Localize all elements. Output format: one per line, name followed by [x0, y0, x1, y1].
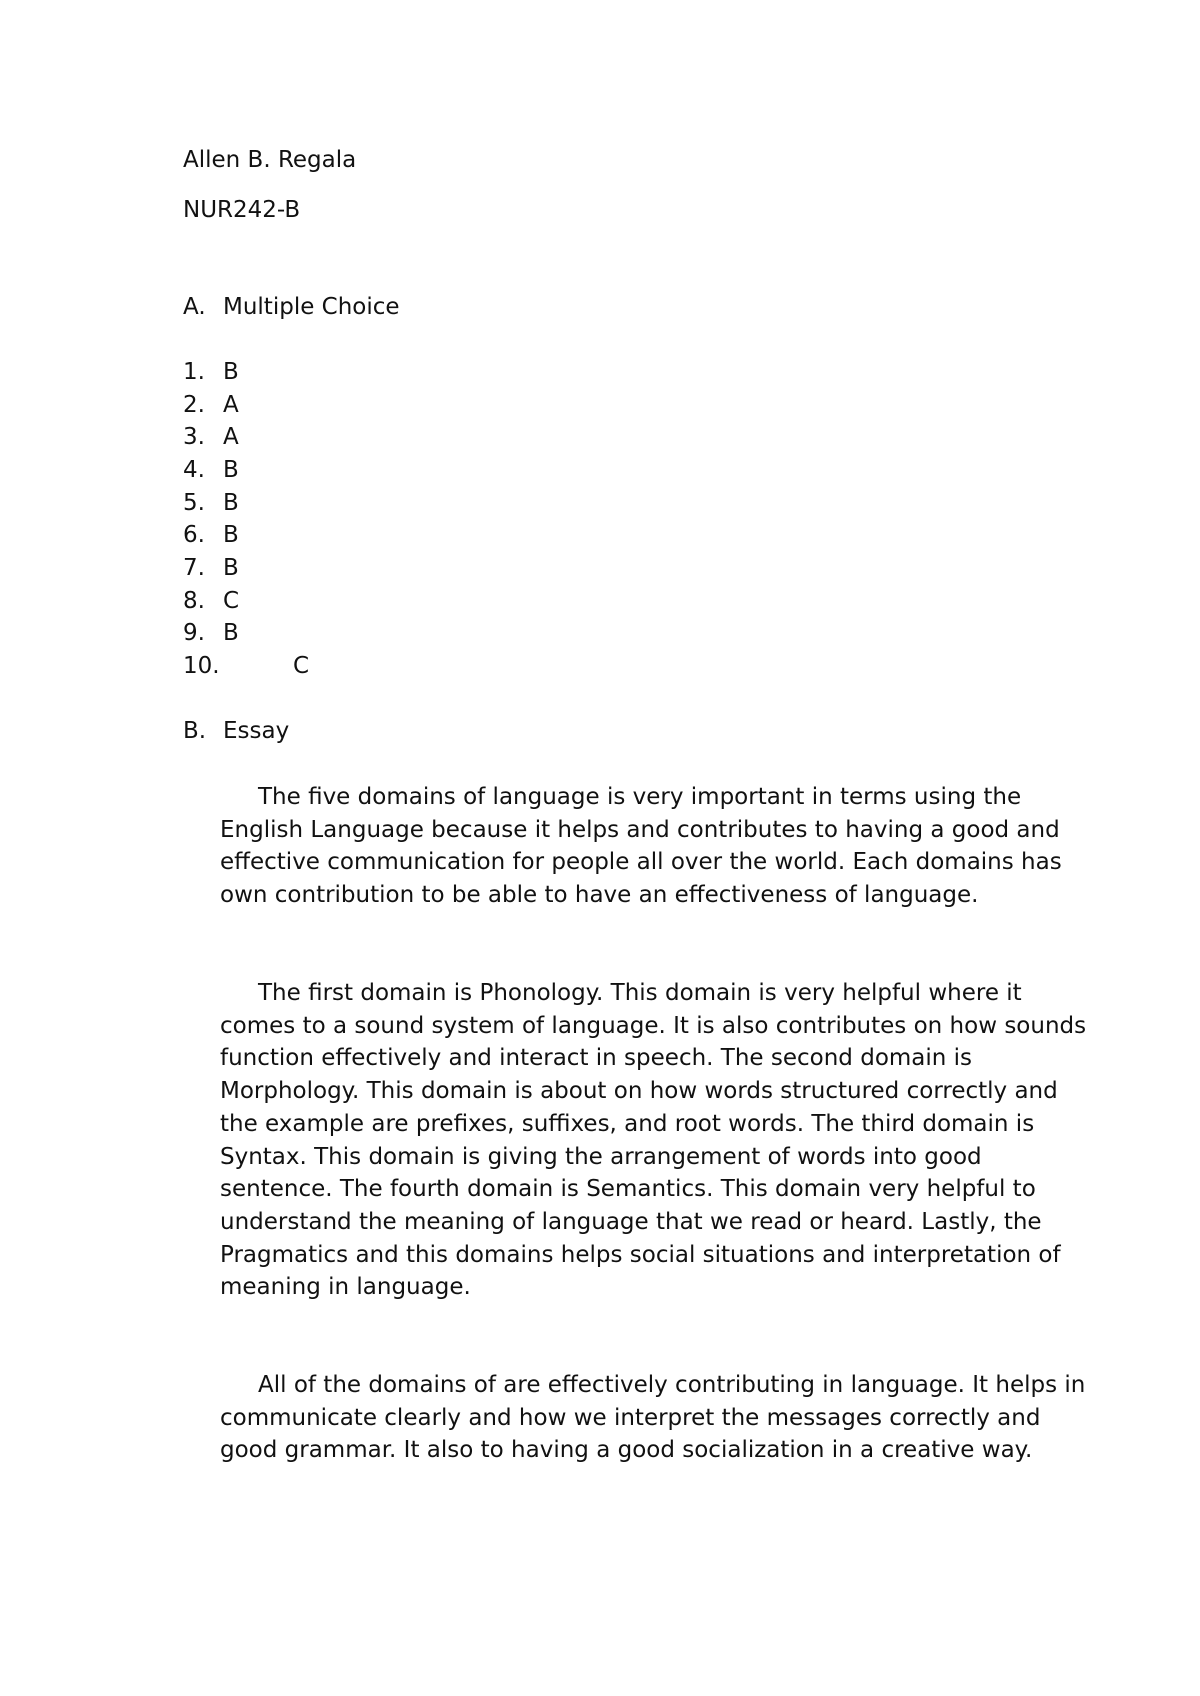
- section-a-label: A.: [183, 294, 206, 320]
- answer-item: 4. B: [183, 457, 239, 483]
- answer-item: 7. B: [183, 555, 239, 581]
- answer-item: 2. A: [183, 392, 239, 418]
- answer-item: 8. C: [183, 588, 240, 614]
- answer-item: 10. C: [183, 653, 310, 679]
- section-b-title: Essay: [223, 718, 290, 744]
- answer-item: 1. B: [183, 359, 239, 385]
- section-a-heading: [183, 293, 400, 321]
- essay-paragraph-3: All of the domains of are effectively contributing in language. It helps in communicate clearly and how we interpret the messages correctly and good grammar. It also to having a good socialization in a creative way.: [220, 1372, 1086, 1464]
- answer-item: 9. B: [183, 620, 239, 646]
- section-b-label: B.: [183, 718, 207, 744]
- essay-paragraph-1: The five domains of language is very important in terms using the English Language because it helps and contributes to having a good and effective communication for people all over the world. Each domains has own contribution to be able to have an effectiveness of language.: [220, 784, 1062, 909]
- answer-item: 3. A: [183, 424, 239, 450]
- section-b-heading: [183, 717, 289, 745]
- student-name: Allen B. Regala: [183, 147, 357, 173]
- section-a-title: Multiple Choice: [223, 294, 400, 320]
- answer-item: 5. B: [183, 490, 239, 516]
- essay-paragraph-2: The first domain is Phonology. This domain is very helpful where it comes to a sound system of language. It is also contributes on how sounds function effectively and interact in speech. The second domain is Morphology. This domain is about on how words structured correctly and the example are prefixes, suffixes, and root words. The third domain is Syntax. This domain is giving the arrangement of words into good sentence. The fourth domain is Semantics. This domain very helpful to understand the meaning of language that we read or heard. Lastly, the Pragmatics and this domains helps social situations and interpretation of meaning in language.: [220, 980, 1087, 1301]
- answer-item: 6. B: [183, 522, 239, 548]
- course-section: NUR242-B: [183, 197, 301, 223]
